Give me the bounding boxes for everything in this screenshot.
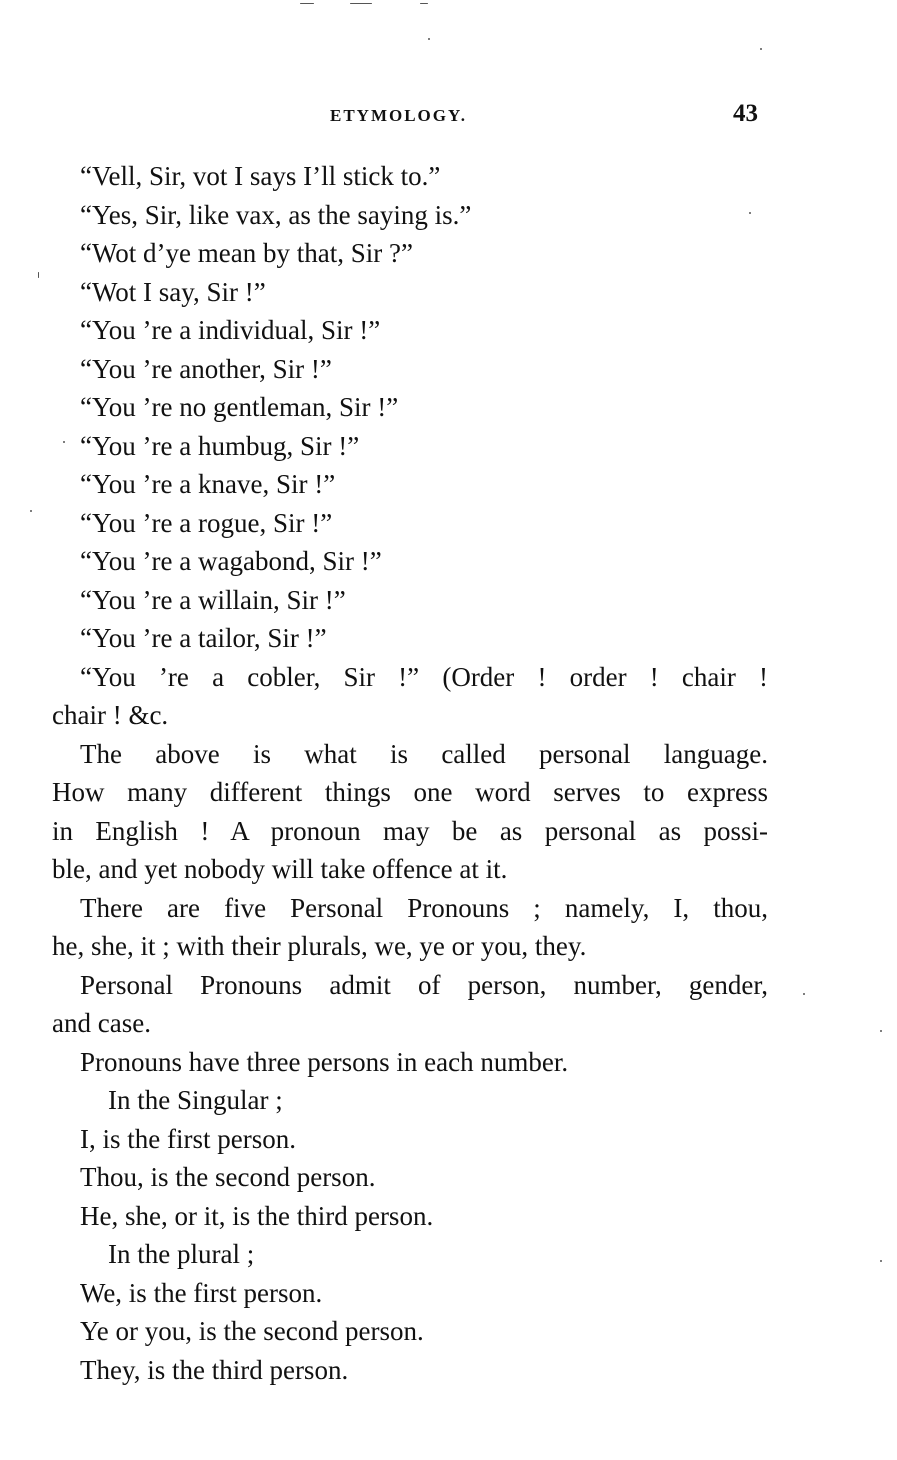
singular-second: Thou, is the second person. bbox=[80, 1162, 376, 1192]
dialogue-line: “You ’re no gentleman, Sir !” bbox=[80, 392, 399, 422]
paragraph-line: How many different things one word serves to express bbox=[52, 777, 768, 807]
dialogue-line: “You ’re a wagabond, Sir !” bbox=[80, 546, 382, 576]
dialogue-line: “Wot I say, Sir !” bbox=[80, 277, 266, 307]
dialogue-line: “Yes, Sir, like vax, as the saying is.” bbox=[80, 200, 472, 230]
plural-third: They, is the third person. bbox=[80, 1355, 349, 1385]
paragraph-line: Pronouns have three persons in each number. bbox=[80, 1047, 569, 1077]
dialogue-line: “Vell, Sir, vot I says I’ll stick to.” bbox=[80, 161, 441, 191]
cobler-line: “You ’re a cobler, Sir !” (Order ! order ! chair ! bbox=[80, 662, 768, 692]
running-head: ETYMOLOGY. bbox=[330, 106, 467, 125]
scan-speck bbox=[803, 993, 805, 995]
page-number: 43 bbox=[733, 100, 758, 127]
singular-heading: In the Singular ; bbox=[108, 1085, 283, 1115]
dialogue-line: “Wot d’ye mean by that, Sir ?” bbox=[80, 238, 413, 268]
plural-second: Ye or you, is the second person. bbox=[80, 1316, 424, 1346]
dialogue-line: “You ’re a knave, Sir !” bbox=[80, 469, 336, 499]
singular-third: He, she, or it, is the third person. bbox=[80, 1201, 434, 1231]
scan-speck bbox=[300, 3, 314, 4]
scan-speck bbox=[30, 510, 32, 512]
cobler-line-continued: chair ! &c. bbox=[52, 700, 169, 730]
scan-speck bbox=[749, 212, 751, 214]
paragraph-line: in English ! A pronoun may be as personal as possi- bbox=[52, 816, 768, 846]
paragraph-line: There are five Personal Pronouns ; namely, I, thou, bbox=[80, 893, 768, 923]
scan-speck bbox=[760, 48, 762, 50]
dialogue-line: “You ’re a humbug, Sir !” bbox=[80, 431, 360, 461]
paragraph-line: and case. bbox=[52, 1008, 151, 1038]
scan-speck bbox=[880, 1260, 882, 1262]
scan-speck bbox=[38, 272, 39, 278]
plural-first: We, is the first person. bbox=[80, 1278, 323, 1308]
dialogue-line: “You ’re another, Sir !” bbox=[80, 354, 332, 384]
paragraph-line: Personal Pronouns admit of person, number, gender, bbox=[80, 970, 768, 1000]
singular-first: I, is the first person. bbox=[80, 1124, 296, 1154]
paragraph-line: ble, and yet nobody will take offence at it. bbox=[52, 854, 508, 884]
dialogue-line: “You ’re a tailor, Sir !” bbox=[80, 623, 327, 653]
paragraph-line: The above is what is called personal language. bbox=[80, 739, 768, 769]
scan-speck bbox=[428, 38, 430, 40]
scan-speck bbox=[350, 3, 372, 4]
plural-heading: In the plural ; bbox=[108, 1239, 255, 1269]
dialogue-line: “You ’re a rogue, Sir !” bbox=[80, 508, 333, 538]
dialogue-line: “You ’re a willain, Sir !” bbox=[80, 585, 346, 615]
scan-speck bbox=[880, 1030, 882, 1032]
scan-speck bbox=[420, 3, 428, 4]
paragraph-line: he, she, it ; with their plurals, we, ye or you, they. bbox=[52, 931, 587, 961]
scan-speck bbox=[63, 441, 65, 443]
dialogue-line: “You ’re a individual, Sir !” bbox=[80, 315, 381, 345]
